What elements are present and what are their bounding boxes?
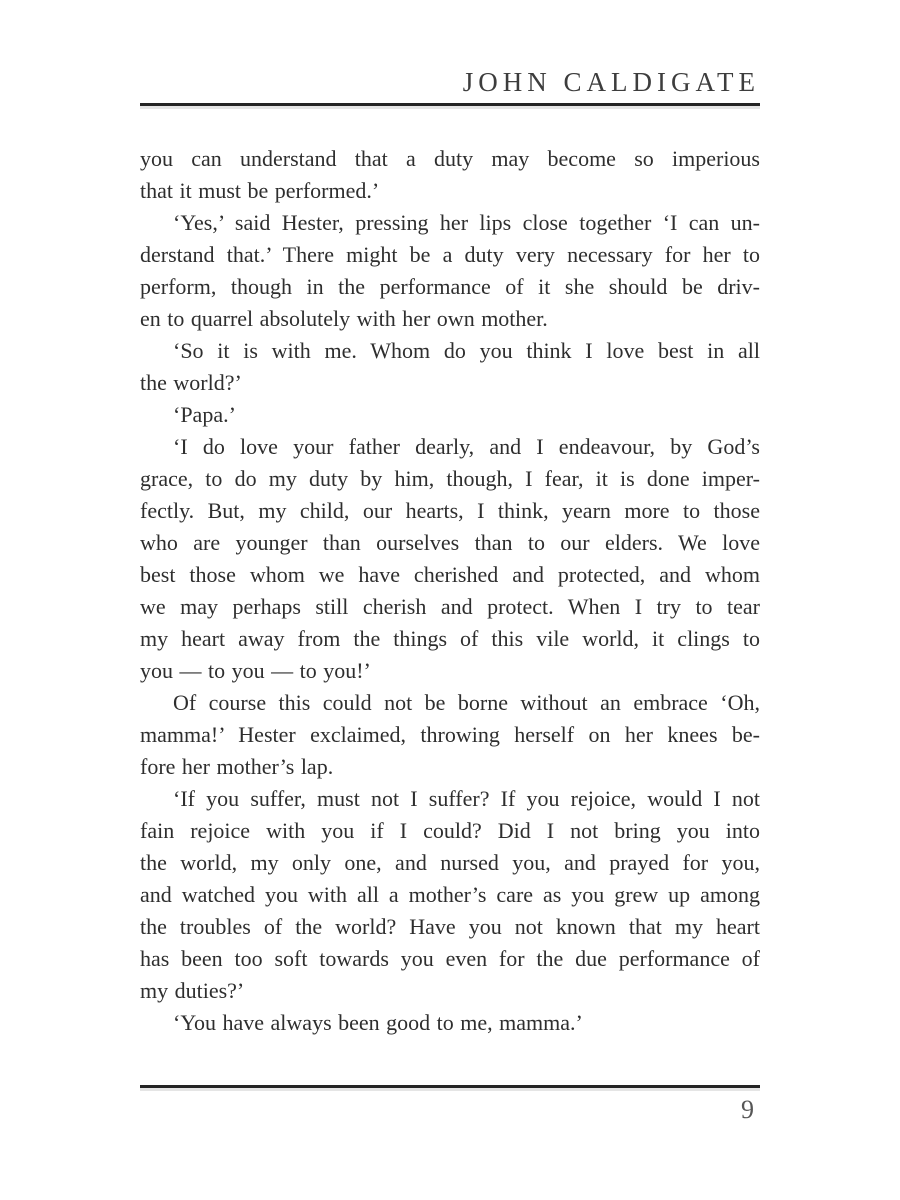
text-line: fore her mother’s lap. (140, 754, 334, 779)
text-line: that it must be performed.’ (140, 178, 380, 203)
text-line: ‘Papa.’ (173, 402, 236, 427)
text-line: the world?’ (140, 370, 242, 395)
text-line: we may perhaps still cherish and protect. When I try to tear (140, 594, 760, 619)
paragraph (140, 143, 760, 207)
text-line: fain rejoice with you if I could? Did I not bring you into (140, 818, 760, 843)
paragraph (140, 1007, 760, 1039)
text-line: the world, my only one, and nursed you, and prayed for you, (140, 850, 760, 875)
paragraph (140, 687, 760, 783)
text-line: derstand that.’ There might be a duty very necessary for her to (140, 242, 760, 267)
text-line: mamma!’ Hester exclaimed, throwing herself on her knees be- (140, 722, 760, 747)
running-head-title: JOHN CALDIGATE (462, 67, 760, 97)
text-line: my duties?’ (140, 978, 245, 1003)
text-line: ‘So it is with me. Whom do you think I love best in all (173, 338, 760, 363)
text-line: grace, to do my duty by him, though, I fear, it is done imper- (140, 466, 760, 491)
text-line: ‘Yes,’ said Hester, pressing her lips close together ‘I can un- (173, 210, 760, 235)
text-line: perform, though in the performance of it she should be driv- (140, 274, 760, 299)
text-line: and watched you with all a mother’s care as you grew up among (140, 882, 760, 907)
text-line: Of course this could not be borne without an embrace ‘Oh, (173, 690, 760, 715)
page-number: 9 (741, 1095, 754, 1124)
text-line: you — to you — to you!’ (140, 658, 371, 683)
page-footer (140, 1085, 760, 1125)
paragraph (140, 783, 760, 1007)
text-line: ‘I do love your father dearly, and I endeavour, by God’s (173, 434, 760, 459)
page-body (140, 143, 760, 1039)
text-line: en to quarrel absolutely with her own mother. (140, 306, 548, 331)
paragraph (140, 399, 760, 431)
paragraph (140, 207, 760, 335)
paragraph (140, 431, 760, 687)
text-line: ‘You have always been good to me, mamma.’ (173, 1010, 583, 1035)
text-line: has been too soft towards you even for the due performance of (140, 946, 760, 971)
text-line: fectly. But, my child, our hearts, I think, yearn more to those (140, 498, 760, 523)
text-line: you can understand that a duty may become so imperious (140, 146, 760, 171)
footer-rule (140, 1085, 760, 1088)
paragraph (140, 335, 760, 399)
page-header (140, 66, 760, 106)
header-rule (140, 103, 760, 106)
text-line: my heart away from the things of this vile world, it clings to (140, 626, 760, 651)
text-line: who are younger than ourselves than to our elders. We love (140, 530, 760, 555)
text-line: ‘If you suffer, must not I suffer? If you rejoice, would I not (173, 786, 760, 811)
text-line: best those whom we have cherished and protected, and whom (140, 562, 760, 587)
text-line: the troubles of the world? Have you not known that my heart (140, 914, 760, 939)
